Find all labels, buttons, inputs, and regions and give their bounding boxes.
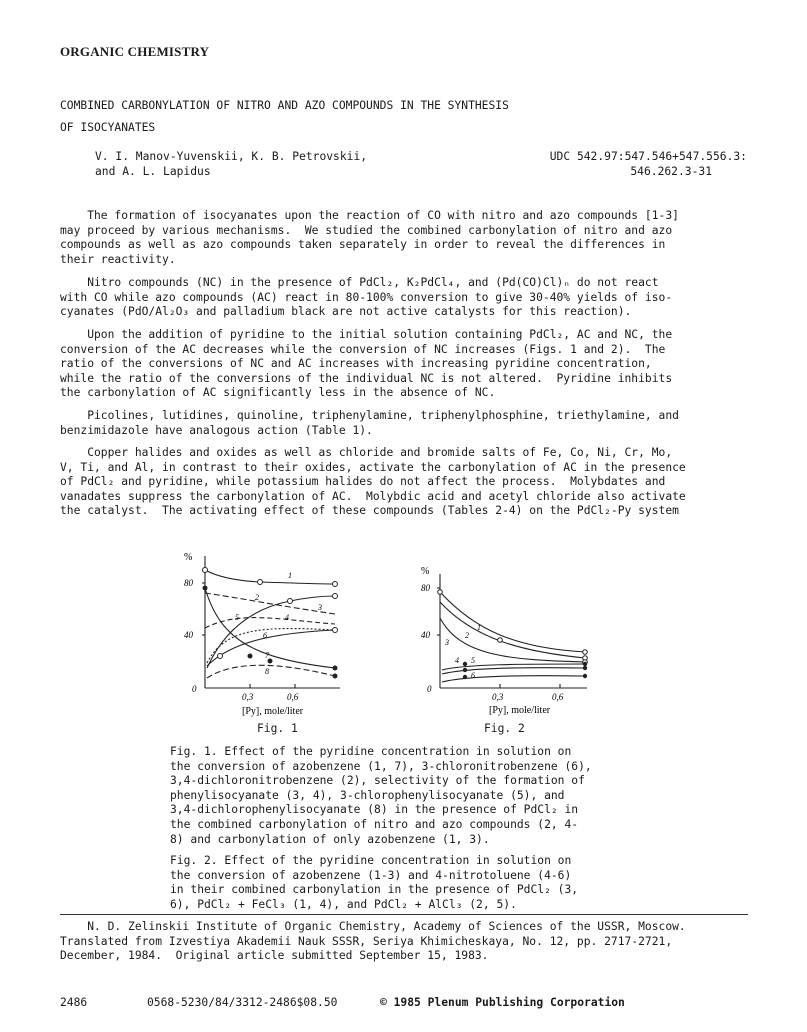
fig1-curve-5 bbox=[207, 629, 335, 663]
fig1-curve-3 bbox=[205, 593, 335, 614]
udc-line-2: 546.262.3-31 bbox=[630, 165, 712, 178]
fig1-label-7: 7 bbox=[265, 651, 269, 660]
paragraph-5-line-1: Copper halides and oxides as well as chloride and bromide salts of Fe, Co, Ni, Cr, Mo, bbox=[60, 446, 673, 459]
section-heading: ORGANIC CHEMISTRY bbox=[60, 44, 210, 59]
authors-line-1: V. I. Manov-Yuvenskii, K. B. Petrovskii, bbox=[95, 150, 368, 163]
fig2-label-3: 3 bbox=[445, 638, 449, 647]
fig1-curve-7 bbox=[205, 588, 335, 668]
paragraph-5-line-3: of PdCl₂ and pyridine, while potassium halides do not affect the process. Molybdates and bbox=[60, 475, 666, 489]
fig1-label-3: 3 bbox=[318, 603, 322, 612]
fig1-curve-2 bbox=[207, 596, 335, 668]
fig2-label-6: 6 bbox=[471, 671, 475, 680]
figure-2-label: Fig. 2 bbox=[484, 722, 525, 735]
fig2-x-tick-1: 0,3 bbox=[492, 692, 504, 702]
paragraph-5-line-5: the catalyst. The activating effect of these compounds (Tables 2-4) on the PdCl₂-Py system bbox=[60, 504, 679, 518]
affiliation-line-1: N. D. Zelinskii Institute of Organic Chemistry, Academy of Sciences of the USSR, Moscow. bbox=[60, 920, 686, 933]
paragraph-1-line-1: The formation of isocyanates upon the reaction of CO with nitro and azo compounds [1-3] bbox=[60, 209, 679, 222]
fig1-x-tick-1: 0,3 bbox=[242, 692, 254, 702]
copyright: © 1985 Plenum Publishing Corporation bbox=[380, 996, 625, 1009]
paragraph-3-line-5: the carbonylation of AC significantly less in the absence of NC. bbox=[60, 386, 496, 400]
fig1-curve-8 bbox=[207, 665, 335, 678]
fig2-curve-2 bbox=[440, 602, 585, 658]
figure-1-caption-line-1: Fig. 1. Effect of the pyridine concentration in solution on bbox=[170, 745, 572, 758]
figure-1-caption-line-2: the conversion of azobenzene (1, 7), 3-chloronitrobenzene (6), bbox=[170, 759, 592, 773]
paragraph-2-line-1: Nitro compounds (NC) in the presence of PdCl₂, K₂PdCl₄, and (Pd(CO)Cl)ₙ do not react bbox=[60, 276, 659, 289]
fig2-label-5: 5 bbox=[471, 656, 475, 665]
fig2-y-tick-40: 40 bbox=[421, 630, 430, 640]
paragraph-3-line-1: Upon the addition of pyridine to the initial solution containing PdCl₂, AC and NC, the bbox=[60, 328, 673, 341]
figure-2-caption-line-1: Fig. 2. Effect of the pyridine concentration in solution on bbox=[170, 854, 572, 867]
fig1-x-label: [Py], mole/liter bbox=[242, 706, 304, 717]
paragraph-3-line-3: ratio of the conversions of NC and AC increases with increasing pyridine concentration, bbox=[60, 357, 652, 371]
paragraph-3-line-4: while the ratio of the conversions of the individual NC is not altered. Pyridine inhibits bbox=[60, 371, 673, 385]
article-title-line-1: COMBINED CARBONYLATION OF NITRO AND AZO COMPOUNDS IN THE SYNTHESIS bbox=[60, 99, 509, 112]
paragraph-4-line-1: Picolines, lutidines, quinoline, triphenylamine, triphenylphosphine, triethylamine, and bbox=[60, 409, 679, 422]
fig1-label-5: 5 bbox=[235, 613, 239, 622]
fig1-label-1: 1 bbox=[288, 571, 292, 580]
figure-1-caption-line-4: phenylisocyanate (3, 4), 3-chlorophenylisocyanate (5), and bbox=[170, 788, 565, 802]
footnote-rule bbox=[60, 914, 748, 915]
fig2-label-4: 4 bbox=[455, 656, 459, 665]
fig1-x-tick-2: 0,6 bbox=[287, 692, 299, 702]
fig1-label-6: 6 bbox=[263, 631, 267, 640]
figure-1-caption-line-7: 8) and carbonylation of only azobenzene (1, 3). bbox=[170, 832, 490, 846]
paragraph-5-line-4: vanadates suppress the carbonylation of AC. Molybdic acid and acetyl chloride also activate bbox=[60, 489, 686, 503]
affiliation-line-3: December, 1984. Original article submitted September 15, 1983. bbox=[60, 949, 489, 963]
paragraph-5-line-2: V, Ti, and Al, in contrast to their oxides, activate the carbonylation of AC in the presence bbox=[60, 460, 686, 474]
fig2-label-1: 1 bbox=[477, 623, 481, 632]
paragraph-1-line-2: may proceed by various mechanisms. We studied the combined carbonylation of nitro and azo bbox=[60, 223, 673, 237]
figure-2-caption-line-3: in their combined carbonylation in the presence of PdCl₂ (3, bbox=[170, 883, 579, 897]
fig1-y-tick-80: 80 bbox=[184, 578, 193, 588]
paragraph-1-line-3: compounds as well as azo compounds taken separately in order to reveal the differences in bbox=[60, 238, 666, 252]
figure-1-plot bbox=[180, 548, 370, 718]
figure-1-caption-line-5: 3,4-dichlorophenylisocyanate (8) in the presence of PdCl₂ in bbox=[170, 803, 579, 817]
article-code: 0568-5230/84/3312-2486$08.50 bbox=[147, 996, 338, 1009]
fig2-y-tick-0: 0 bbox=[427, 684, 432, 694]
figure-2-caption-line-2: the conversion of azobenzene (1-3) and 4-nitrotoluene (4-6) bbox=[170, 868, 572, 882]
fig1-label-8: 8 bbox=[265, 667, 269, 676]
fig1-label-2: 2 bbox=[255, 593, 259, 602]
fig1-curve-1 bbox=[205, 570, 335, 584]
article-title-line-2: OF ISOCYANATES bbox=[60, 121, 156, 134]
paragraph-4-line-2: benzimidazole have analogous action (Table 1). bbox=[60, 423, 373, 437]
fig2-y-tick-80: 80 bbox=[421, 583, 430, 593]
paragraph-2-line-3: cyanates (PdO/Al₂O₃ and palladium black are not active catalysts for this reaction). bbox=[60, 305, 632, 319]
fig2-x-label: [Py], mole/liter bbox=[489, 705, 551, 716]
page-number: 2486 bbox=[60, 996, 88, 1009]
fig2-curve-1 bbox=[440, 592, 585, 652]
fig2-x-tick-2: 0,6 bbox=[552, 692, 564, 702]
paragraph-1-line-4: their reactivity. bbox=[60, 252, 176, 266]
fig1-y-tick-0: 0 bbox=[192, 684, 197, 694]
figure-1-label: Fig. 1 bbox=[257, 722, 298, 735]
paragraph-2-line-2: with CO while azo compounds (AC) react in 80-100% conversion to give 30-40% yields of iso- bbox=[60, 290, 673, 304]
figure-1-caption-line-6: the combined carbonylation of nitro and azo compounds (2, 4- bbox=[170, 818, 579, 831]
fig1-y-unit: % bbox=[184, 552, 193, 563]
fig2-label-2: 2 bbox=[465, 631, 469, 640]
figure-1-caption-line-3: 3,4-dichloronitrobenzene (2), selectivity of the formation of bbox=[170, 774, 585, 788]
affiliation-line-2: Translated from Izvestiya Akademii Nauk SSSR, Seriya Khimicheskaya, No. 12, pp. 2717-2721, bbox=[60, 934, 673, 948]
udc-line-1: UDC 542.97:547.546+547.556.3: bbox=[549, 150, 747, 163]
fig1-label-4: 4 bbox=[285, 613, 289, 622]
figure-2-caption-line-4: 6), PdCl₂ + FeCl₃ (1, 4), and PdCl₂ + AlCl₃ (2, 5). bbox=[170, 897, 517, 911]
figure-2-plot bbox=[415, 560, 605, 718]
paragraph-3-line-2: conversion of the AC decreases while the conversion of NC increases (Figs. 1 and 2). The bbox=[60, 342, 666, 356]
authors-line-2: and A. L. Lapidus bbox=[95, 165, 211, 178]
fig1-y-tick-40: 40 bbox=[184, 630, 193, 640]
fig2-y-unit: % bbox=[421, 566, 430, 577]
